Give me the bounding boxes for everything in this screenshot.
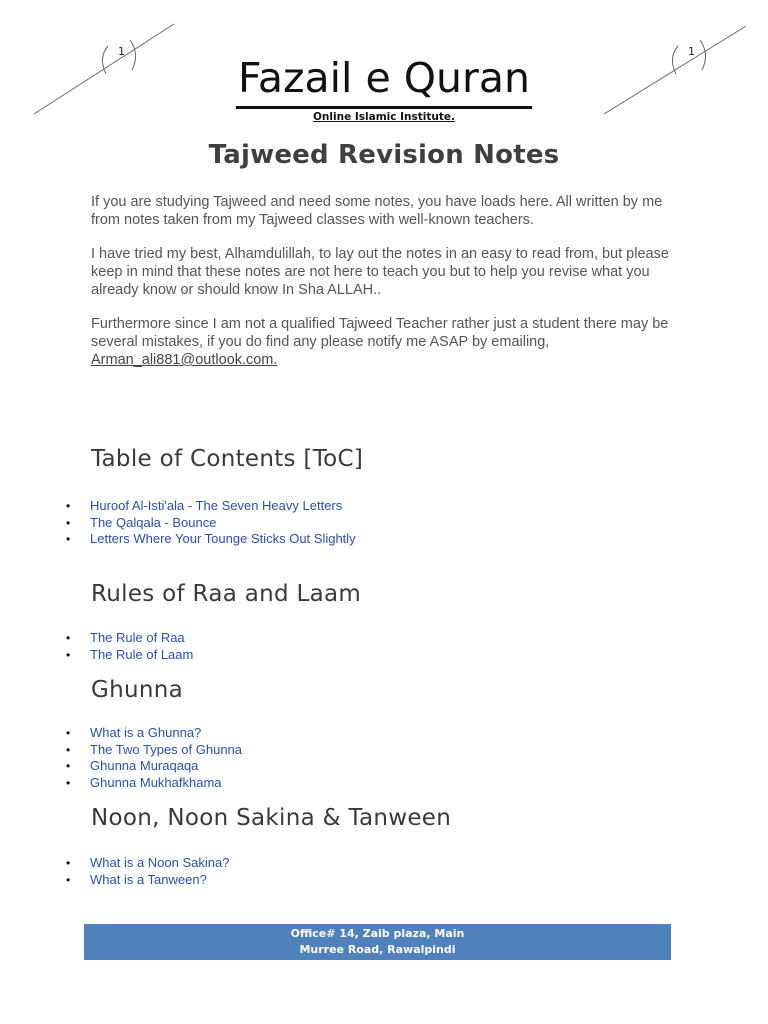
page-title: Fazail e Quran [236,52,532,109]
toc-link[interactable]: • The Rule of Laam [66,647,193,664]
toc-link[interactable]: • Ghunna Muraqaqa [66,758,242,775]
raa-laam-list [66,630,193,663]
intro-paragraph: If you are studying Tajweed and need some notes, you have loads here. All written by me from notes taken from my Tajweed classes with well-known teachers. [91,194,663,228]
intro-paragraph-contact [91,315,681,369]
toc-link[interactable]: • What is a Tanween? [66,872,229,889]
toc-link[interactable]: • The Two Types of Ghunna [66,742,242,759]
intro-text [91,193,681,385]
page-number-right: 1 [688,45,695,58]
title-block [0,52,768,109]
email-link[interactable]: Arman_ali881@outlook.com. [91,352,278,368]
institute-subtitle: Online Islamic Institute. [313,111,455,123]
ghunna-list [66,725,242,791]
toc-link[interactable]: • The Rule of Raa [66,630,193,647]
intro-paragraph: I have tried my best, Alhamdulillah, to lay out the notes in an easy to read from, but please keep in mind that these notes are not here to teach you but to help you revise what you already know or should know In Sha ALLAH.. [91,246,669,298]
footer-address-banner [84,924,671,960]
contact-text: Furthermore since I am not a qualified Tajweed Teacher rather just a student there may be several mistakes, if you do find any please notify me ASAP by emailing, [91,316,669,350]
document-heading: Tajweed Revision Notes [208,140,560,170]
page-number-left: 1 [118,45,125,58]
toc-link[interactable]: • The Qalqala - Bounce [66,515,356,532]
toc-link[interactable]: • What is a Noon Sakina? [66,855,229,872]
footer-address-line: Office# 14, Zaib plaza, Main [290,927,465,940]
toc-heading: Table of Contents [ToC] [91,446,364,472]
toc-link[interactable]: • What is a Ghunna? [66,725,242,742]
noon-list [66,855,229,888]
raa-laam-heading: Rules of Raa and Laam [91,581,362,607]
footer-address-line: Murree Road, Rawalpindi [299,943,456,956]
toc-list [66,498,356,548]
toc-link[interactable]: • Ghunna Mukhafkhama [66,775,242,792]
ghunna-heading: Ghunna [91,677,184,703]
toc-link[interactable]: • Letters Where Your Tounge Sticks Out Slightly [66,531,356,548]
toc-link[interactable]: • Huroof Al-Isti'ala - The Seven Heavy Letters [66,498,356,515]
noon-heading: Noon, Noon Sakina & Tanween [91,805,452,831]
